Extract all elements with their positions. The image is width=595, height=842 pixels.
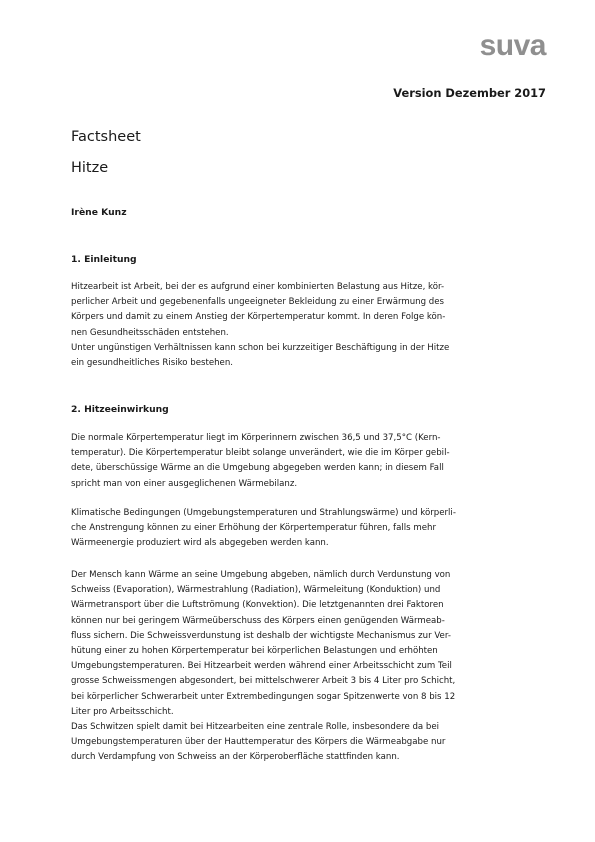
author-name: Irène Kunz — [71, 207, 127, 218]
document-subtitle: Hitze — [71, 160, 109, 176]
section-heading-hitzeeinwirkung: 2. Hitzeeinwirkung — [71, 404, 169, 415]
suva-logo: suva — [479, 29, 546, 62]
document-title: Factsheet — [71, 129, 141, 145]
section-heading-einleitung: 1. Einleitung — [71, 254, 137, 265]
version-label: Version Dezember 2017 — [393, 86, 546, 100]
paragraph-koerpertemperatur: Die normale Körpertemperatur liegt im Körperinnern zwischen 36,5 und 37,5°C (Kern- temperatur). Die Körpertemperatur bleibt solange unverändert, wie die im Körper gebil- dete, überschüssige Wärme an die Umgebung abgegeben werden kann; in diesem Fall spricht man von einer ausgeglichenen Wärmebilanz. — [71, 433, 450, 489]
paragraph-klimatische-bedingungen: Klimatische Bedingungen (Umgebungstemperaturen und Strahlungswärme) und körperli- che Anstrengung können zu einer Erhöhung der Körpertemperatur führen, falls mehr Wärmeenergie produziert wird als abgegeben werden kann. — [71, 508, 456, 549]
paragraph-einleitung: Hitzearbeit ist Arbeit, bei der es aufgrund einer kombinierten Belastung aus Hitze, kör- perlicher Arbeit und gegebenenfalls ungeeigneter Bekleidung zu einer Erwärmung des Körpers und damit zu einem Anstieg der Körpertemperatur kommt. In deren Folge kön- nen Gesundheitsschäden entstehen. Unter ungünstigen Verhältnissen kann schon bei kurzzeitiger Beschäftigung in der Hitze ein gesundheitliches Risiko bestehen. — [71, 282, 450, 369]
paragraph-waermeabgabe: Der Mensch kann Wärme an seine Umgebung abgeben, nämlich durch Verdunstung von Schweiss (Evaporation), Wärmestrahlung (Radiation), Wärmeleitung (Konduktion) und Wärmetransport über die Luftströmung (Konvektion). Die letztgenannten drei Faktoren können nur bei geringem Wärmeüberschuss des Körpers einen genügenden Wärmeab- fluss sichern. Die Schweissverdunstung ist deshalb der wichtigste Mechanismus zur Ver- hütung einer zu hohen Körpertemperatur bei körperlichen Belastungen und erhöhten Umgebungstemperaturen. Bei Hitzearbeit werden während einer Arbeitsschicht zum Teil grosse Schweissmengen abgesondert, bei mittelschwerer Arbeit 3 bis 4 Liter pro Schicht, bei körperlicher Schwerarbeit unter Extrembedingungen sogar Spitzenwerte von 8 bis 12 Liter pro Arbeitsschicht. Das Schwitzen spielt damit bei Hitzearbeiten eine zentrale Rolle, insbesondere da bei Umgebungstemperaturen über der Hauttemperatur des Körpers die Wärmeabgabe nur durch Verdampfung von Schweiss an der Körperoberfläche stattfinden kann. — [71, 570, 456, 763]
